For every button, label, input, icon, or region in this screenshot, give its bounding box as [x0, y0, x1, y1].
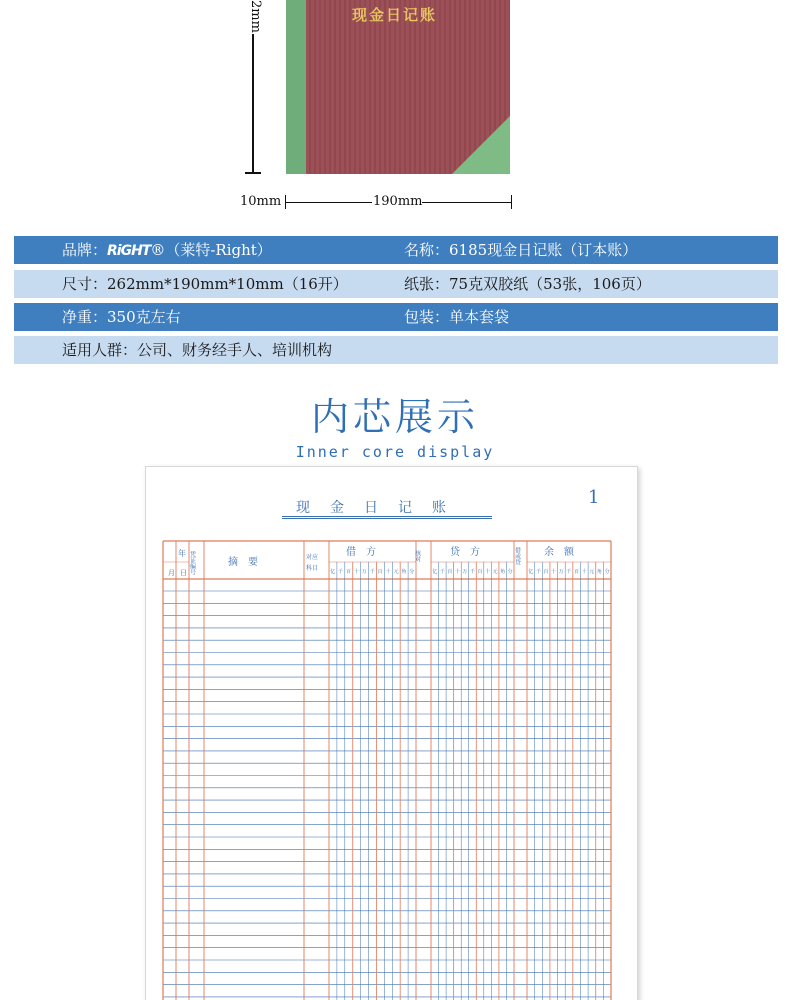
spec-row-size: [14, 270, 778, 298]
spec-brand-label: 品牌：: [62, 241, 108, 259]
spec-brand-value: ®（莱特-Right）: [150, 241, 272, 259]
digit-unit-label: 万: [462, 569, 468, 575]
ledger-book-photo: [286, 0, 512, 174]
spec-size-value: 262mm*190mm*10mm（16开）: [107, 275, 348, 293]
spec-name-label: 名称：: [404, 241, 450, 259]
digit-unit-label: 十: [353, 569, 359, 575]
thickness-dimension-label: 10mm: [240, 194, 282, 209]
digit-unit-label: 十: [551, 569, 557, 575]
digit-unit-label: 万: [361, 569, 367, 575]
header-summary: 摘 要: [228, 557, 258, 568]
header-credit: 贷 方: [450, 547, 480, 558]
width-dimension-label: 190mm: [373, 194, 423, 209]
digit-unit-label: 元: [492, 569, 498, 575]
digit-unit-label: 分: [604, 569, 610, 575]
digit-unit-label: 百: [377, 569, 383, 575]
section-title: 内芯展示: [310, 395, 479, 439]
digit-unit-label: 亿: [432, 569, 438, 575]
height-dimension-cap: [245, 172, 261, 174]
spec-audience: [62, 336, 332, 364]
digit-unit-label: 亿: [528, 569, 534, 575]
digit-unit-label: 百: [574, 569, 580, 575]
spec-audience-label: 适用人群：: [62, 341, 138, 359]
digit-unit-label: 角: [500, 569, 506, 575]
digit-unit-label: 千: [369, 569, 375, 575]
digit-unit-label: 元: [589, 569, 595, 575]
book-spine: [286, 0, 306, 174]
spec-weight-label: 净重：: [62, 308, 108, 326]
digit-unit-label: 百: [346, 569, 352, 575]
header-direction: 借或贷: [513, 547, 521, 565]
spec-weight: [62, 303, 181, 331]
digit-unit-label: 千: [535, 569, 541, 575]
height-dimension-label: 2mm: [243, 0, 263, 34]
book-corner: [452, 116, 510, 174]
digit-unit-label: 千: [469, 569, 475, 575]
book-cover-title: 现金日记账: [352, 6, 438, 24]
spec-row-audience: [14, 336, 778, 364]
width-dimension-line-left: [286, 202, 372, 203]
digit-unit-label: 元: [393, 569, 399, 575]
spec-weight-value: 350克左右: [107, 308, 181, 326]
spec-size: [62, 270, 348, 298]
digit-unit-label: 千: [338, 569, 344, 575]
spec-paper: [404, 270, 651, 298]
header-year: 年: [178, 549, 186, 558]
ledger-page-title: 现金日记账: [296, 500, 466, 516]
spec-audience-value: 公司、财务经手人、培训机构: [137, 341, 333, 359]
spec-paper-value: 75克双胶纸（53张，106页）: [449, 275, 651, 293]
spec-row-weight: [14, 303, 778, 331]
spec-paper-label: 纸张：: [404, 275, 450, 293]
ledger-page-number: 1: [588, 487, 600, 508]
header-month: 月: [168, 569, 175, 577]
brand-logo: RiGHT: [107, 243, 151, 259]
digit-unit-label: 亿: [330, 569, 336, 575]
header-account-2: 科目: [306, 565, 319, 572]
digit-unit-label: 角: [401, 569, 407, 575]
section-subtitle: Inner core display: [295, 443, 495, 461]
digit-unit-label: 千: [439, 569, 445, 575]
spec-package: [404, 303, 509, 331]
header-voucher: 凭证编号: [188, 551, 196, 575]
header-balance: 余 额: [544, 547, 574, 558]
digit-unit-label: 万: [558, 569, 564, 575]
spec-row-brand: [14, 236, 778, 264]
ledger-grid: [146, 467, 639, 1000]
header-check: 核对: [413, 550, 421, 562]
spec-name: [404, 236, 637, 264]
digit-unit-label: 百: [543, 569, 549, 575]
spec-brand: [62, 236, 272, 265]
digit-unit-label: 百: [477, 569, 483, 575]
digit-unit-label: 十: [385, 569, 391, 575]
digit-unit-label: 十: [454, 569, 460, 575]
spec-name-value: 6185现金日记账（订本账）: [449, 241, 638, 259]
digit-unit-label: 十: [581, 569, 587, 575]
spec-package-value: 单本套袋: [449, 308, 510, 326]
width-dimension-line-right: [422, 202, 512, 203]
digit-unit-label: 分: [409, 569, 415, 575]
digit-unit-label: 千: [566, 569, 572, 575]
digit-unit-label: 十: [485, 569, 491, 575]
header-account-1: 对应: [306, 554, 319, 561]
header-debit: 借 方: [346, 547, 376, 558]
digit-unit-label: 百: [447, 569, 453, 575]
digit-unit-label: 分: [507, 569, 513, 575]
digit-unit-label: 角: [596, 569, 602, 575]
spec-package-label: 包装：: [404, 308, 450, 326]
header-day: 日: [180, 569, 187, 577]
spec-size-label: 尺寸：: [62, 275, 108, 293]
ledger-page: [145, 466, 638, 1000]
